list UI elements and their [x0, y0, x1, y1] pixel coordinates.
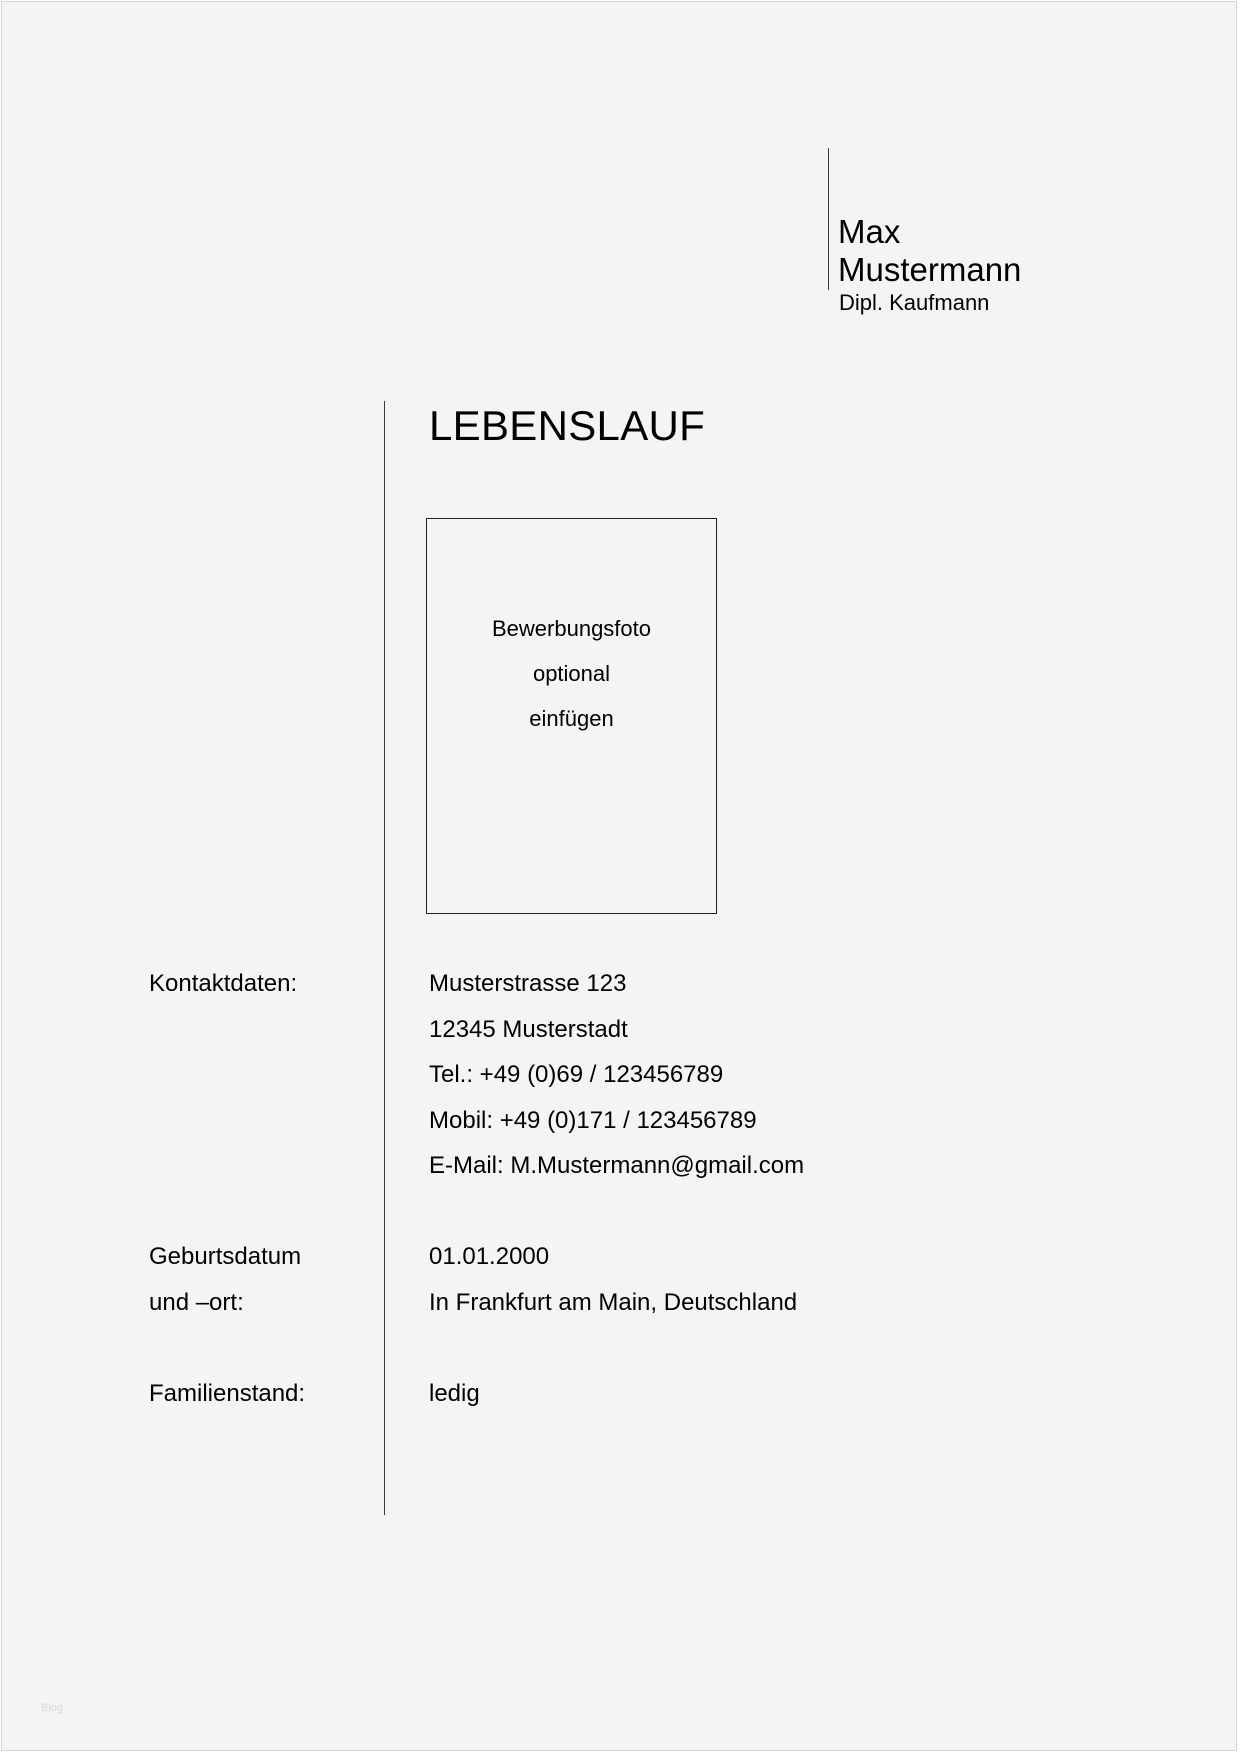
birth-label-line-1: Geburtsdatum: [149, 1243, 302, 1270]
birth-date: 01.01.2000: [429, 1243, 550, 1270]
photo-placeholder[interactable]: [426, 518, 717, 914]
marital-status-label: Familienstand:: [149, 1380, 306, 1407]
birth-place: In Frankfurt am Main, Deutschland: [429, 1289, 798, 1316]
resume-page: [1, 1, 1237, 1751]
header-first-name: Max: [838, 213, 901, 250]
marital-status-value: ledig: [429, 1380, 480, 1407]
contact-city: 12345 Musterstadt: [429, 1016, 628, 1043]
header-job-title: Dipl. Kaufmann: [839, 290, 990, 315]
contact-street: Musterstrasse 123: [429, 970, 627, 997]
birth-label-line-2: und –ort:: [149, 1289, 244, 1316]
contact-mobile: Mobil: +49 (0)171 / 123456789: [429, 1107, 757, 1134]
photo-placeholder-line-2: optional: [532, 661, 611, 686]
watermark-text: Blog: [41, 1702, 64, 1714]
main-divider-line: [384, 401, 385, 1515]
page-title: LEBENSLAUF: [429, 402, 706, 449]
contact-phone: Tel.: +49 (0)69 / 123456789: [429, 1061, 724, 1088]
photo-placeholder-line-1: Bewerbungsfoto: [492, 616, 651, 641]
photo-placeholder-line-3: einfügen: [529, 706, 614, 731]
contact-label: Kontaktdaten:: [149, 970, 298, 997]
header-last-name: Mustermann: [838, 251, 1022, 288]
contact-email: E-Mail: M.Mustermann@gmail.com: [429, 1152, 805, 1179]
header-divider-line: [828, 148, 829, 290]
